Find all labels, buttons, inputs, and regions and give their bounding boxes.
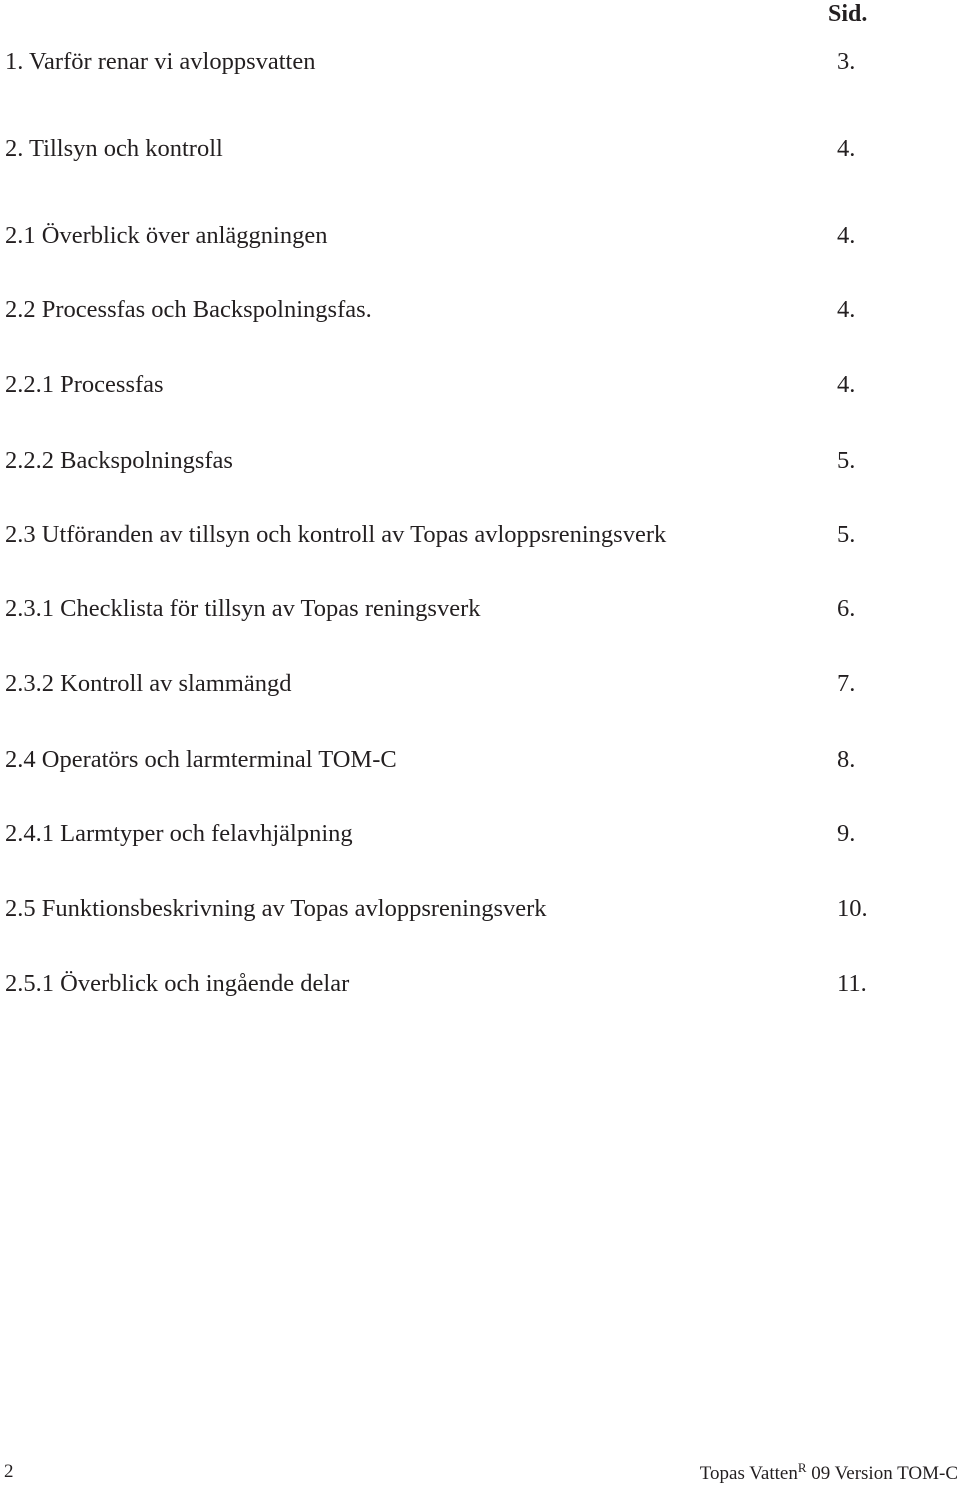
footer-title-superscript: R	[797, 1460, 807, 1475]
footer-document-title	[700, 1462, 958, 1486]
footer-page-number: 2	[4, 1461, 14, 1482]
toc-entry-title: 2.2.2 Backspolningsfas	[5, 447, 233, 474]
toc-entry[interactable]	[5, 818, 905, 850]
toc-entry-title: 2.3 Utföranden av tillsyn och kontroll av Topas avloppsreningsverk	[5, 521, 667, 548]
toc-entry-page: 6.	[837, 595, 856, 622]
toc-entry-page: 5.	[837, 521, 856, 548]
toc-entry-page: 4.	[837, 135, 856, 162]
toc-entry-title: 2.3.1 Checklista för tillsyn av Topas reningsverk	[5, 595, 481, 622]
toc-entry-title: 2.2.1 Processfas	[5, 371, 164, 398]
toc-entry-title: 2.1 Överblick över anläggningen	[5, 222, 328, 249]
toc-entry[interactable]	[5, 220, 905, 252]
toc-entry[interactable]	[5, 593, 905, 625]
toc-entry-title: 2. Tillsyn och kontroll	[5, 135, 223, 162]
toc-entry[interactable]	[5, 968, 905, 1000]
footer-title-main: Topas Vatten	[699, 1463, 798, 1484]
toc-entry-page: 4.	[837, 222, 856, 249]
toc-entry[interactable]	[5, 668, 905, 700]
toc-entry-page: 5.	[837, 447, 856, 474]
toc-entry-title: 2.5.1 Överblick och ingående delar	[5, 970, 350, 997]
toc-entry-page: 11.	[837, 970, 867, 997]
toc-entry[interactable]	[5, 46, 905, 78]
toc-entry[interactable]	[5, 294, 905, 326]
toc-entry-page: 9.	[837, 820, 856, 847]
toc-entry-title: 2.4 Operatörs och larmterminal TOM-C	[5, 746, 397, 773]
toc-entry-page: 4.	[837, 296, 856, 323]
toc-entry[interactable]	[5, 744, 905, 776]
toc-entry[interactable]	[5, 133, 905, 165]
toc-entry[interactable]	[5, 893, 905, 925]
toc-entry[interactable]	[5, 519, 905, 551]
toc-entry-page: 7.	[837, 670, 856, 697]
toc-entry-title: 1. Varför renar vi avloppsvatten	[5, 48, 316, 75]
toc-entry-title: 2.5 Funktionsbeskrivning av Topas avloppsreningsverk	[5, 895, 547, 922]
toc-entry[interactable]	[5, 369, 905, 401]
toc-entry-title: 2.4.1 Larmtyper och felavhjälpning	[5, 820, 353, 847]
toc-entry-title: 2.3.2 Kontroll av slammängd	[5, 670, 292, 697]
toc-entry-page: 8.	[837, 746, 856, 773]
toc-entry-page: 3.	[837, 48, 856, 75]
toc-entry-page: 10.	[837, 895, 868, 922]
toc-entry-title: 2.2 Processfas och Backspolningsfas.	[5, 296, 372, 323]
footer-title-rest: 09 Version TOM-C	[806, 1463, 958, 1484]
page-column-header: Sid.	[828, 1, 868, 27]
toc-entry[interactable]	[5, 445, 905, 477]
toc-entry-page: 4.	[837, 371, 856, 398]
